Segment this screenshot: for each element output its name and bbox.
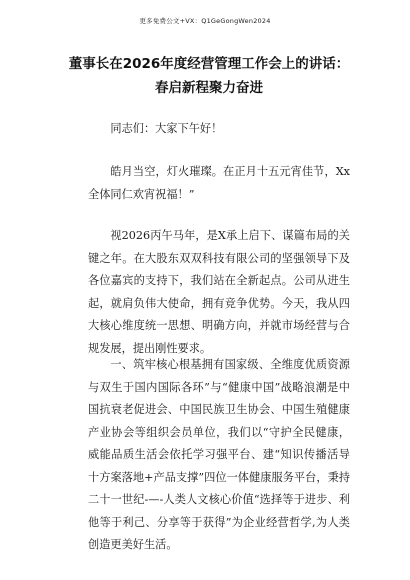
overview-paragraph: 视2026丙午马年，是X承上启下、谋篇布局的关键之年。在大股东双双科技有限公司的坚强领导下及各位嘉宾的支持下，我们站在全新起点。公司从进生起，就肩负伟大使命，拥有竞争优势。今天，我从四大核心维度统一思想、明确方向，并就市场经营与合规发展，提出刚性要求。 <box>88 229 350 355</box>
document-title: 董事长在2026年度经营管理工作会上的讲话：春启新程聚力奋进 <box>68 56 350 96</box>
greeting-text: 同志们：大家下午好！ <box>110 122 223 135</box>
section-one-paragraph: 一、筑牢核心根基拥有国家级、全维度优质资源与双生于国内国际各环”与“健康中国”战略浪潮是中国抗衰老促进会、中国民族卫生协会、中国生殖健康产业协会等组织会员单位，我们以“守护全民健康，威能品质生活会依托学习强平台、建“知识传播活导十方案落地+产品支撑”四位一体健康服务平台，秉持二十一世纪-—-人类人文核心价值“选择等于进步、利他等于利己、分享等于获得”为企业经营哲学,为人类创造更美好生活。 <box>88 358 350 551</box>
opening-paragraph: 皓月当空，灯火璀璨。在正月十五元宵佳节，Xx全体同仁欢宵祝福！” <box>88 165 350 201</box>
header-note: 更多免费公文+VX：Q1GeGongWen2024 <box>139 17 271 25</box>
greeting-paragraph <box>88 118 350 141</box>
